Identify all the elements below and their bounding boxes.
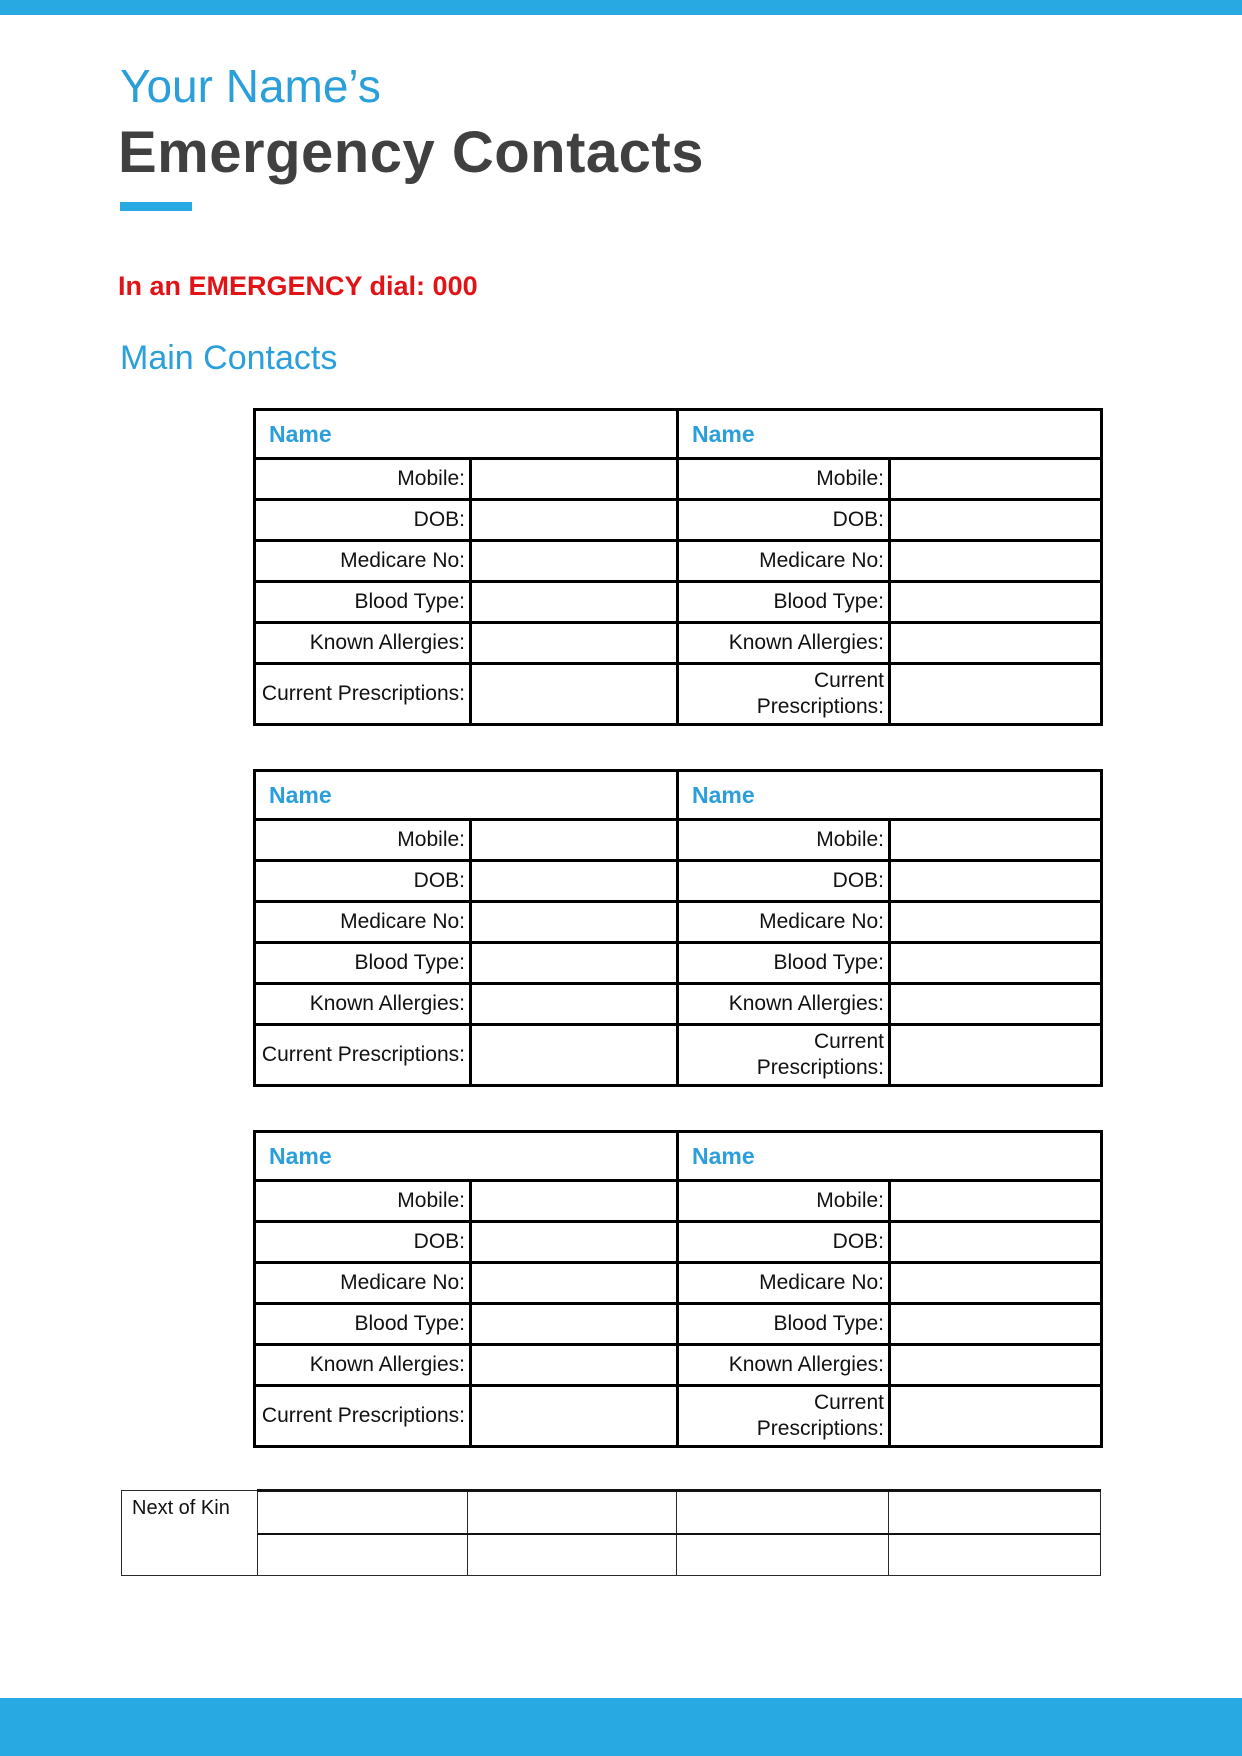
field-value-cell[interactable] bbox=[890, 1304, 1102, 1345]
field-value-cell[interactable] bbox=[471, 541, 678, 582]
field-label-mobile: Mobile: bbox=[678, 1181, 890, 1222]
next-of-kin-cell[interactable] bbox=[677, 1491, 889, 1535]
contact-name-header[interactable]: Name bbox=[255, 410, 678, 459]
field-value-cell[interactable] bbox=[890, 500, 1102, 541]
field-value-cell[interactable] bbox=[471, 1263, 678, 1304]
top-accent-bar bbox=[0, 0, 1242, 15]
field-value-cell[interactable] bbox=[471, 861, 678, 902]
field-value-cell[interactable] bbox=[471, 664, 678, 725]
document-content bbox=[0, 15, 1242, 1576]
field-label-blood-type: Blood Type: bbox=[678, 943, 890, 984]
field-value-cell[interactable] bbox=[471, 459, 678, 500]
next-of-kin-cell[interactable] bbox=[468, 1491, 677, 1535]
bottom-accent-bar bbox=[0, 1698, 1242, 1756]
field-label-current-prescriptions: Current Prescriptions: bbox=[678, 664, 890, 725]
next-of-kin-cell[interactable] bbox=[258, 1491, 468, 1535]
field-value-cell[interactable] bbox=[471, 820, 678, 861]
main-contacts-heading: Main Contacts bbox=[120, 339, 338, 377]
field-label-current-prescriptions: Current Prescriptions: bbox=[678, 1386, 890, 1447]
field-label-blood-type: Blood Type: bbox=[255, 1304, 471, 1345]
contact-tables-area bbox=[0, 408, 1242, 1448]
field-label-known-allergies: Known Allergies: bbox=[255, 1345, 471, 1386]
contacts-table-1 bbox=[253, 408, 1103, 726]
contact-name-header[interactable]: Name bbox=[255, 1132, 678, 1181]
field-value-cell[interactable] bbox=[471, 1025, 678, 1086]
field-label-dob: DOB: bbox=[255, 1222, 471, 1263]
field-label-dob: DOB: bbox=[255, 500, 471, 541]
field-label-mobile: Mobile: bbox=[255, 820, 471, 861]
next-of-kin-cell[interactable] bbox=[258, 1534, 468, 1576]
title-underline-bar bbox=[120, 202, 192, 211]
field-value-cell[interactable] bbox=[890, 1386, 1102, 1447]
field-value-cell[interactable] bbox=[890, 861, 1102, 902]
field-label-mobile: Mobile: bbox=[678, 459, 890, 500]
field-value-cell[interactable] bbox=[471, 1304, 678, 1345]
field-label-blood-type: Blood Type: bbox=[678, 582, 890, 623]
field-label-medicare-no: Medicare No: bbox=[678, 541, 890, 582]
field-value-cell[interactable] bbox=[471, 902, 678, 943]
field-label-current-prescriptions: Current Prescriptions: bbox=[678, 1025, 890, 1086]
field-value-cell[interactable] bbox=[471, 500, 678, 541]
field-value-cell[interactable] bbox=[890, 1222, 1102, 1263]
contacts-table-2 bbox=[253, 769, 1103, 1087]
field-value-cell[interactable] bbox=[890, 541, 1102, 582]
field-value-cell[interactable] bbox=[890, 984, 1102, 1025]
next-of-kin-label: Next of Kin bbox=[122, 1491, 258, 1576]
field-value-cell[interactable] bbox=[471, 1386, 678, 1447]
page-title: Emergency Contacts bbox=[118, 120, 704, 185]
field-label-mobile: Mobile: bbox=[255, 1181, 471, 1222]
field-label-dob: DOB: bbox=[678, 1222, 890, 1263]
next-of-kin-cell[interactable] bbox=[889, 1491, 1101, 1535]
field-label-medicare-no: Medicare No: bbox=[255, 1263, 471, 1304]
field-value-cell[interactable] bbox=[471, 984, 678, 1025]
contacts-table-3 bbox=[253, 1130, 1103, 1448]
field-label-known-allergies: Known Allergies: bbox=[678, 984, 890, 1025]
owner-name-heading: Your Name’s bbox=[120, 60, 381, 112]
field-label-known-allergies: Known Allergies: bbox=[678, 623, 890, 664]
emergency-dial-notice: In an EMERGENCY dial: 000 bbox=[118, 271, 478, 301]
contact-name-header[interactable]: Name bbox=[678, 771, 1102, 820]
next-of-kin-cell[interactable] bbox=[468, 1534, 677, 1576]
field-label-mobile: Mobile: bbox=[678, 820, 890, 861]
field-label-dob: DOB: bbox=[255, 861, 471, 902]
field-label-blood-type: Blood Type: bbox=[678, 1304, 890, 1345]
field-label-mobile: Mobile: bbox=[255, 459, 471, 500]
field-label-current-prescriptions: Current Prescriptions: bbox=[255, 1025, 471, 1086]
field-label-blood-type: Blood Type: bbox=[255, 582, 471, 623]
field-value-cell[interactable] bbox=[890, 459, 1102, 500]
contact-name-header[interactable]: Name bbox=[678, 1132, 1102, 1181]
field-label-blood-type: Blood Type: bbox=[255, 943, 471, 984]
next-of-kin-cell[interactable] bbox=[677, 1534, 889, 1576]
field-label-current-prescriptions: Current Prescriptions: bbox=[255, 664, 471, 725]
field-value-cell[interactable] bbox=[471, 943, 678, 984]
field-value-cell[interactable] bbox=[890, 623, 1102, 664]
field-label-dob: DOB: bbox=[678, 500, 890, 541]
field-value-cell[interactable] bbox=[890, 943, 1102, 984]
field-value-cell[interactable] bbox=[890, 1025, 1102, 1086]
field-label-known-allergies: Known Allergies: bbox=[678, 1345, 890, 1386]
contact-name-header[interactable]: Name bbox=[255, 771, 678, 820]
field-value-cell[interactable] bbox=[471, 623, 678, 664]
field-label-medicare-no: Medicare No: bbox=[255, 902, 471, 943]
field-value-cell[interactable] bbox=[890, 1345, 1102, 1386]
next-of-kin-table bbox=[121, 1489, 1101, 1576]
field-label-medicare-no: Medicare No: bbox=[678, 902, 890, 943]
field-value-cell[interactable] bbox=[471, 1345, 678, 1386]
field-value-cell[interactable] bbox=[890, 902, 1102, 943]
field-value-cell[interactable] bbox=[471, 1181, 678, 1222]
field-label-known-allergies: Known Allergies: bbox=[255, 984, 471, 1025]
field-label-dob: DOB: bbox=[678, 861, 890, 902]
field-value-cell[interactable] bbox=[890, 1263, 1102, 1304]
field-label-medicare-no: Medicare No: bbox=[678, 1263, 890, 1304]
next-of-kin-cell[interactable] bbox=[889, 1534, 1101, 1576]
field-label-known-allergies: Known Allergies: bbox=[255, 623, 471, 664]
field-value-cell[interactable] bbox=[471, 1222, 678, 1263]
field-value-cell[interactable] bbox=[890, 820, 1102, 861]
field-value-cell[interactable] bbox=[471, 582, 678, 623]
field-label-current-prescriptions: Current Prescriptions: bbox=[255, 1386, 471, 1447]
field-label-medicare-no: Medicare No: bbox=[255, 541, 471, 582]
field-value-cell[interactable] bbox=[890, 664, 1102, 725]
field-value-cell[interactable] bbox=[890, 1181, 1102, 1222]
contact-name-header[interactable]: Name bbox=[678, 410, 1102, 459]
field-value-cell[interactable] bbox=[890, 582, 1102, 623]
